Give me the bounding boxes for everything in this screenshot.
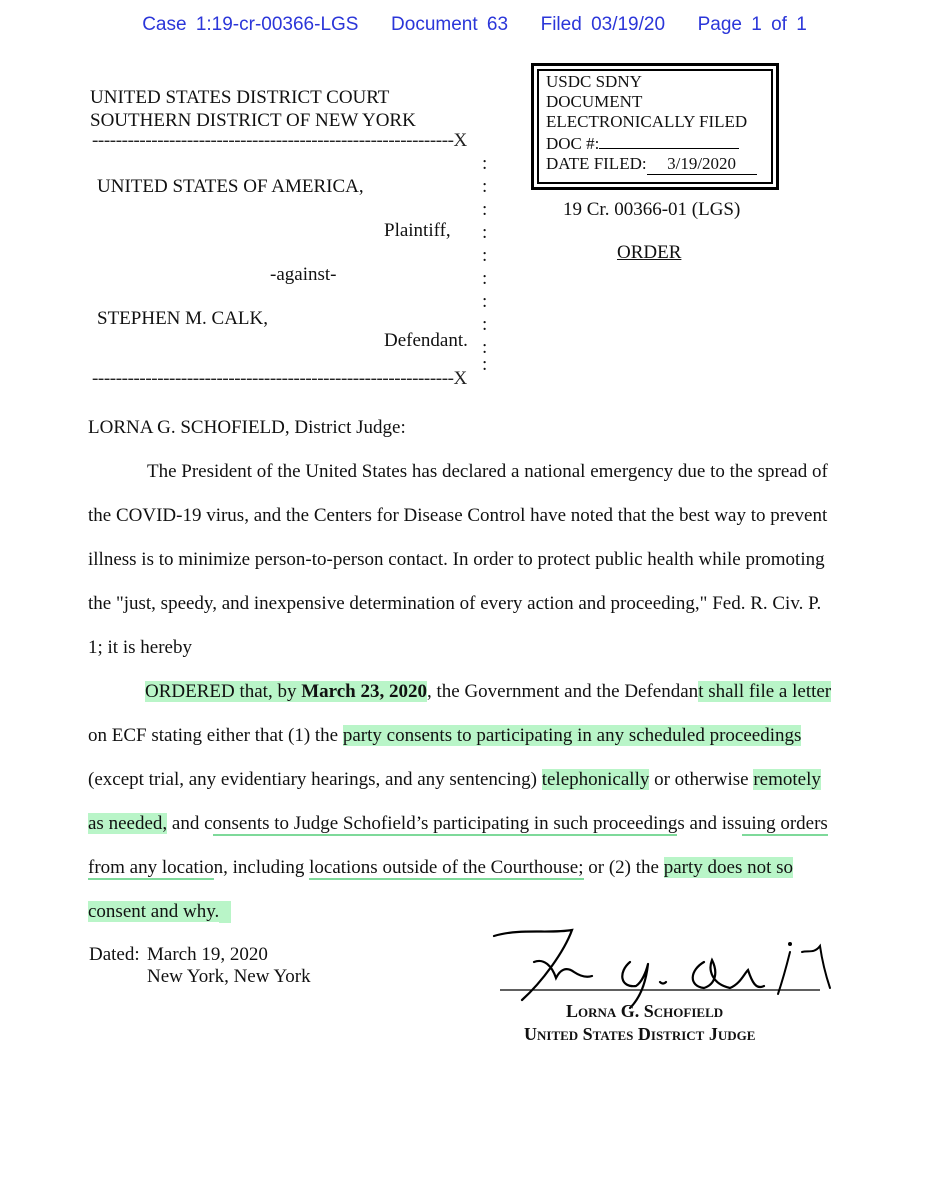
filing-stamp: [531, 63, 779, 190]
para2-line-6: [88, 901, 231, 923]
case-number-header: Case 1:19-cr-00366-LGS: [142, 14, 359, 35]
signature-title: United States District Judge: [524, 1024, 756, 1044]
dated-place: New York, New York: [147, 966, 311, 987]
stamp-date-value: 3/19/2020: [647, 154, 757, 175]
stamp-line-3: ELECTRONICALLY FILED: [546, 112, 748, 131]
para2-line-4: [88, 813, 828, 835]
signature-name: Lorna G. Schofield: [566, 1001, 724, 1021]
ecf-header: [0, 14, 949, 36]
caption-colon: :: [482, 153, 488, 174]
highlight: party does not so: [663, 857, 794, 878]
para2-line-5: [88, 857, 793, 879]
stamp-line-2: DOCUMENT: [546, 92, 643, 111]
defendant-name: STEPHEN M. CALK,: [97, 308, 269, 329]
green-underline: uing orders: [741, 813, 828, 834]
green-underline: from any locatio: [88, 857, 214, 878]
plaintiff-name: UNITED STATES OF AMERICA,: [97, 176, 364, 197]
order-title: ORDER: [617, 242, 682, 263]
highlight: remotely: [753, 769, 821, 790]
highlight: party consents to participating in any scheduled proceedings: [342, 725, 802, 746]
highlight: telephonically: [541, 769, 650, 790]
para1-line: illness is to minimize person-to-person contact. In order to protect public health while promoting: [88, 549, 825, 570]
caption-colon: :: [482, 199, 488, 220]
stamp-date-label: DATE FILED:: [546, 154, 647, 173]
dated-date: March 19, 2020: [147, 944, 268, 965]
caption-colon: :: [482, 314, 488, 335]
caption-colon: :: [482, 354, 488, 375]
caption-colon: :: [482, 268, 488, 289]
stamp-line-1: USDC SDNY: [546, 72, 642, 91]
para2-text: (except trial, any evidentiary hearings, and any sentencing): [88, 769, 542, 790]
para2-text: and c: [167, 813, 213, 834]
para1-line: The President of the United States has declared a national emergency due to the spread of: [147, 461, 828, 482]
highlight: as needed,: [88, 813, 168, 834]
highlight: t shall file a letter: [698, 681, 832, 702]
para2-text: s and iss: [677, 813, 742, 834]
plaintiff-role: Plaintiff,: [384, 220, 451, 241]
court-line-1: UNITED STATES DISTRICT COURT: [90, 87, 390, 108]
page-number: Page 1 of 1: [697, 14, 807, 35]
caption-colon: :: [482, 337, 488, 358]
para2-line-2: [88, 725, 801, 747]
court-name: [90, 86, 416, 132]
caption-colon: :: [482, 176, 488, 197]
filed-date: Filed 03/19/20: [540, 14, 666, 35]
signature-scribble: [490, 922, 850, 1012]
highlight: consent and why.: [88, 901, 220, 922]
dated-label: Dated:: [89, 944, 140, 965]
para2-text: , the Government and the Defendan: [427, 681, 699, 702]
caption-colon: :: [482, 291, 488, 312]
para2-text: or otherwise: [649, 769, 754, 790]
caption-top-rule: -------------------------------------------------------------X: [92, 130, 467, 151]
document-number: Document 63: [391, 14, 509, 35]
para2-text: n, including: [213, 857, 310, 878]
para2-text: or (2) the: [583, 857, 664, 878]
case-number: 19 Cr. 00366-01 (LGS): [563, 199, 741, 220]
court-line-2: SOUTHERN DISTRICT OF NEW YORK: [90, 110, 416, 131]
against-label: -against-: [270, 264, 337, 285]
para1-line: the "just, speedy, and inexpensive determination of every action and proceeding," Fed. R. Civ. P.: [88, 593, 822, 614]
green-underline: locations outside of the Courthouse;: [309, 857, 584, 878]
para2-text: on ECF stating either that (1) the: [88, 725, 343, 746]
caption-colon: :: [482, 222, 488, 243]
para1-line: 1; it is hereby: [88, 637, 192, 658]
caption-colon: :: [482, 245, 488, 266]
para2-line-3: [88, 769, 821, 791]
green-underline: onsents to Judge Schofield’s participating in such proceeding: [212, 813, 678, 834]
highlight: ORDERED that, by: [145, 681, 302, 702]
stamp-doc-number: [546, 132, 757, 154]
para1-line: the COVID-19 virus, and the Centers for Disease Control have noted that the best way to prevent: [88, 505, 828, 526]
stamp-date-filed: [546, 154, 757, 175]
judge-intro: LORNA G. SCHOFIELD, District Judge:: [88, 417, 406, 438]
defendant-role: Defendant.: [384, 330, 468, 351]
deadline-date: March 23, 2020: [301, 681, 427, 702]
stamp-doc-label: DOC #:: [546, 134, 600, 153]
caption-bottom-rule: -------------------------------------------------------------X: [92, 368, 467, 389]
para2-line-1: [145, 681, 831, 703]
